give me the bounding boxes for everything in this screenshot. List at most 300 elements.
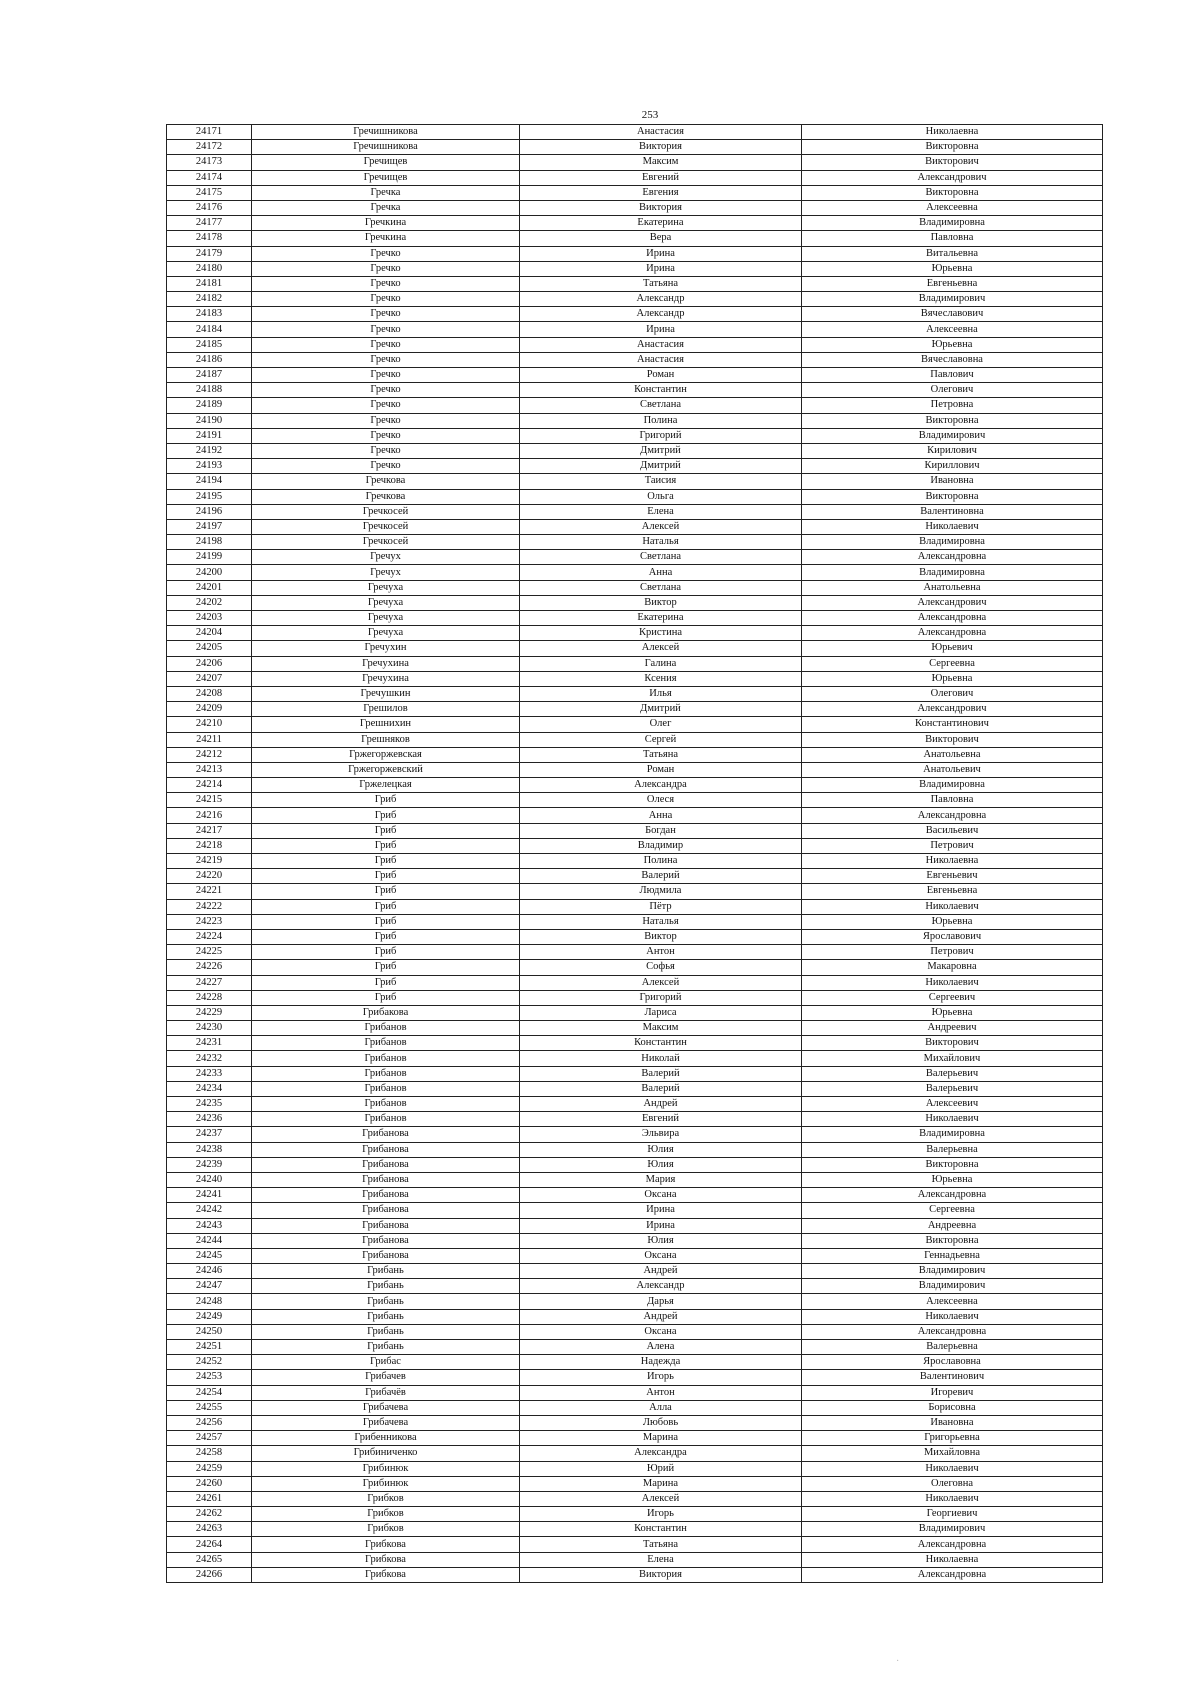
table-row	[167, 170, 1103, 185]
record-number-cell: 24262	[167, 1507, 252, 1522]
last-name-cell: Гриб	[252, 914, 520, 929]
patronymic-cell: Николаевна	[802, 1552, 1103, 1567]
last-name-cell: Грешняков	[252, 732, 520, 747]
first-name-cell: Александр	[520, 1279, 802, 1294]
patronymic-cell: Григорьевна	[802, 1431, 1103, 1446]
patronymic-cell: Сергеевна	[802, 1203, 1103, 1218]
record-number-cell: 24242	[167, 1203, 252, 1218]
first-name-cell: Юлия	[520, 1233, 802, 1248]
last-name-cell: Гречко	[252, 307, 520, 322]
patronymic-cell: Анатольевич	[802, 762, 1103, 777]
last-name-cell: Гречуха	[252, 595, 520, 610]
last-name-cell: Гречко	[252, 413, 520, 428]
first-name-cell: Андрей	[520, 1264, 802, 1279]
first-name-cell: Юрий	[520, 1461, 802, 1476]
first-name-cell: Елена	[520, 504, 802, 519]
record-number-cell: 24233	[167, 1066, 252, 1081]
record-number-cell: 24208	[167, 686, 252, 701]
table-row	[167, 216, 1103, 231]
table-row	[167, 200, 1103, 215]
record-number-cell: 24253	[167, 1370, 252, 1385]
first-name-cell: Ксения	[520, 671, 802, 686]
first-name-cell: Ирина	[520, 246, 802, 261]
patronymic-cell: Викторовна	[802, 1157, 1103, 1172]
first-name-cell: Любовь	[520, 1415, 802, 1430]
first-name-cell: Максим	[520, 1021, 802, 1036]
first-name-cell: Анна	[520, 808, 802, 823]
table-row	[167, 1036, 1103, 1051]
record-number-cell: 24199	[167, 550, 252, 565]
last-name-cell: Гречко	[252, 352, 520, 367]
table-row	[167, 1507, 1103, 1522]
first-name-cell: Алексей	[520, 519, 802, 534]
patronymic-cell: Николаевич	[802, 1112, 1103, 1127]
table-row	[167, 717, 1103, 732]
patronymic-cell: Викторовна	[802, 1233, 1103, 1248]
table-row	[167, 1476, 1103, 1491]
patronymic-cell: Александрович	[802, 170, 1103, 185]
patronymic-cell: Константинович	[802, 717, 1103, 732]
first-name-cell: Виктор	[520, 929, 802, 944]
record-number-cell: 24203	[167, 611, 252, 626]
table-row	[167, 945, 1103, 960]
first-name-cell: Светлана	[520, 580, 802, 595]
record-number-cell: 24231	[167, 1036, 252, 1051]
last-name-cell: Гречухина	[252, 671, 520, 686]
last-name-cell: Грибенникова	[252, 1431, 520, 1446]
patronymic-cell: Олегович	[802, 686, 1103, 701]
last-name-cell: Грибкова	[252, 1537, 520, 1552]
patronymic-cell: Викторович	[802, 1036, 1103, 1051]
last-name-cell: Гриб	[252, 808, 520, 823]
first-name-cell: Екатерина	[520, 611, 802, 626]
first-name-cell: Валерий	[520, 1081, 802, 1096]
table-row	[167, 368, 1103, 383]
table-row	[167, 322, 1103, 337]
first-name-cell: Алексей	[520, 975, 802, 990]
last-name-cell: Гречко	[252, 428, 520, 443]
first-name-cell: Игорь	[520, 1370, 802, 1385]
record-number-cell: 24193	[167, 459, 252, 474]
patronymic-cell: Валерьевна	[802, 1340, 1103, 1355]
first-name-cell: Григорий	[520, 428, 802, 443]
patronymic-cell: Анатольевна	[802, 747, 1103, 762]
last-name-cell: Гриб	[252, 869, 520, 884]
last-name-cell: Грибанов	[252, 1081, 520, 1096]
table-row	[167, 595, 1103, 610]
first-name-cell: Николай	[520, 1051, 802, 1066]
table-row	[167, 1309, 1103, 1324]
last-name-cell: Гречко	[252, 398, 520, 413]
table-row	[167, 307, 1103, 322]
first-name-cell: Наталья	[520, 535, 802, 550]
last-name-cell: Гречуха	[252, 626, 520, 641]
last-name-cell: Гречищев	[252, 155, 520, 170]
record-number-cell: 24229	[167, 1005, 252, 1020]
record-number-cell: 24195	[167, 489, 252, 504]
first-name-cell: Алла	[520, 1400, 802, 1415]
first-name-cell: Ирина	[520, 1218, 802, 1233]
table-row	[167, 1066, 1103, 1081]
record-number-cell: 24223	[167, 914, 252, 929]
table-row	[167, 504, 1103, 519]
last-name-cell: Гржегоржевская	[252, 747, 520, 762]
patronymic-cell: Алексеевна	[802, 322, 1103, 337]
record-number-cell: 24207	[167, 671, 252, 686]
name-list-table-container	[166, 124, 1102, 1583]
last-name-cell: Гриб	[252, 838, 520, 853]
record-number-cell: 24248	[167, 1294, 252, 1309]
table-row	[167, 1537, 1103, 1552]
first-name-cell: Юлия	[520, 1142, 802, 1157]
patronymic-cell: Игоревич	[802, 1385, 1103, 1400]
record-number-cell: 24256	[167, 1415, 252, 1430]
patronymic-cell: Ярославович	[802, 929, 1103, 944]
patronymic-cell: Юрьевна	[802, 671, 1103, 686]
first-name-cell: Пётр	[520, 899, 802, 914]
first-name-cell: Алексей	[520, 641, 802, 656]
record-number-cell: 24264	[167, 1537, 252, 1552]
first-name-cell: Игорь	[520, 1507, 802, 1522]
record-number-cell: 24183	[167, 307, 252, 322]
patronymic-cell: Юрьевна	[802, 1172, 1103, 1187]
record-number-cell: 24246	[167, 1264, 252, 1279]
last-name-cell: Гриб	[252, 854, 520, 869]
table-row	[167, 1005, 1103, 1020]
patronymic-cell: Александровна	[802, 611, 1103, 626]
table-row	[167, 1081, 1103, 1096]
record-number-cell: 24189	[167, 398, 252, 413]
first-name-cell: Анастасия	[520, 125, 802, 140]
first-name-cell: Марина	[520, 1476, 802, 1491]
first-name-cell: Александр	[520, 292, 802, 307]
table-row	[167, 793, 1103, 808]
last-name-cell: Грибинюк	[252, 1476, 520, 1491]
last-name-cell: Грибанова	[252, 1157, 520, 1172]
last-name-cell: Гречищев	[252, 170, 520, 185]
patronymic-cell: Юрьевна	[802, 914, 1103, 929]
record-number-cell: 24237	[167, 1127, 252, 1142]
table-row	[167, 671, 1103, 686]
record-number-cell: 24241	[167, 1188, 252, 1203]
table-row	[167, 337, 1103, 352]
table-row	[167, 1552, 1103, 1567]
table-row	[167, 352, 1103, 367]
first-name-cell: Алена	[520, 1340, 802, 1355]
last-name-cell: Грибанова	[252, 1248, 520, 1263]
first-name-cell: Кристина	[520, 626, 802, 641]
first-name-cell: Виктория	[520, 200, 802, 215]
first-name-cell: Сергей	[520, 732, 802, 747]
patronymic-cell: Петрович	[802, 945, 1103, 960]
last-name-cell: Гречкосей	[252, 519, 520, 534]
table-row	[167, 1142, 1103, 1157]
last-name-cell: Грибков	[252, 1491, 520, 1506]
last-name-cell: Грешилов	[252, 702, 520, 717]
table-row	[167, 261, 1103, 276]
last-name-cell: Гриб	[252, 899, 520, 914]
last-name-cell: Гржегоржевский	[252, 762, 520, 777]
first-name-cell: Наталья	[520, 914, 802, 929]
table-row	[167, 1294, 1103, 1309]
record-number-cell: 24266	[167, 1567, 252, 1582]
table-row	[167, 1233, 1103, 1248]
patronymic-cell: Владимировна	[802, 778, 1103, 793]
last-name-cell: Грибкова	[252, 1552, 520, 1567]
record-number-cell: 24191	[167, 428, 252, 443]
table-row	[167, 823, 1103, 838]
table-row	[167, 1522, 1103, 1537]
first-name-cell: Елена	[520, 1552, 802, 1567]
first-name-cell: Константин	[520, 1522, 802, 1537]
table-row	[167, 626, 1103, 641]
last-name-cell: Гржелецкая	[252, 778, 520, 793]
first-name-cell: Алексей	[520, 1491, 802, 1506]
record-number-cell: 24174	[167, 170, 252, 185]
last-name-cell: Грибанова	[252, 1188, 520, 1203]
last-name-cell: Грибачева	[252, 1415, 520, 1430]
table-row	[167, 884, 1103, 899]
first-name-cell: Полина	[520, 854, 802, 869]
record-number-cell: 24196	[167, 504, 252, 519]
first-name-cell: Евгений	[520, 170, 802, 185]
record-number-cell: 24172	[167, 140, 252, 155]
first-name-cell: Полина	[520, 413, 802, 428]
last-name-cell: Гречко	[252, 261, 520, 276]
record-number-cell: 24216	[167, 808, 252, 823]
patronymic-cell: Владимирович	[802, 292, 1103, 307]
record-number-cell: 24187	[167, 368, 252, 383]
first-name-cell: Антон	[520, 1385, 802, 1400]
first-name-cell: Надежда	[520, 1355, 802, 1370]
patronymic-cell: Александрович	[802, 595, 1103, 610]
last-name-cell: Гречуха	[252, 611, 520, 626]
last-name-cell: Грибанов	[252, 1066, 520, 1081]
last-name-cell: Гречкова	[252, 489, 520, 504]
first-name-cell: Татьяна	[520, 1537, 802, 1552]
record-number-cell: 24239	[167, 1157, 252, 1172]
last-name-cell: Гречко	[252, 459, 520, 474]
table-row	[167, 398, 1103, 413]
first-name-cell: Светлана	[520, 398, 802, 413]
patronymic-cell: Ярославовна	[802, 1355, 1103, 1370]
first-name-cell: Роман	[520, 762, 802, 777]
last-name-cell: Грибакова	[252, 1005, 520, 1020]
patronymic-cell: Юрьевич	[802, 641, 1103, 656]
first-name-cell: Константин	[520, 1036, 802, 1051]
last-name-cell: Грибань	[252, 1264, 520, 1279]
last-name-cell: Грибачева	[252, 1400, 520, 1415]
patronymic-cell: Александровна	[802, 1567, 1103, 1582]
first-name-cell: Татьяна	[520, 276, 802, 291]
table-row	[167, 778, 1103, 793]
record-number-cell: 24221	[167, 884, 252, 899]
patronymic-cell: Анатольевна	[802, 580, 1103, 595]
patronymic-cell: Олегович	[802, 383, 1103, 398]
table-body	[167, 125, 1103, 1583]
patronymic-cell: Александровна	[802, 1188, 1103, 1203]
last-name-cell: Гречко	[252, 368, 520, 383]
record-number-cell: 24181	[167, 276, 252, 291]
first-name-cell: Дмитрий	[520, 459, 802, 474]
patronymic-cell: Алексеевна	[802, 200, 1103, 215]
table-row	[167, 155, 1103, 170]
first-name-cell: Виктория	[520, 1567, 802, 1582]
record-number-cell: 24220	[167, 869, 252, 884]
record-number-cell: 24197	[167, 519, 252, 534]
table-row	[167, 990, 1103, 1005]
last-name-cell: Грибков	[252, 1507, 520, 1522]
first-name-cell: Вера	[520, 231, 802, 246]
patronymic-cell: Николаевич	[802, 1309, 1103, 1324]
table-row	[167, 1446, 1103, 1461]
first-name-cell: Андрей	[520, 1309, 802, 1324]
record-number-cell: 24209	[167, 702, 252, 717]
table-row	[167, 929, 1103, 944]
patronymic-cell: Валерьевич	[802, 1081, 1103, 1096]
table-row	[167, 550, 1103, 565]
page-number: 253	[641, 109, 659, 121]
patronymic-cell: Владимировна	[802, 1127, 1103, 1142]
table-row	[167, 975, 1103, 990]
patronymic-cell: Владимирович	[802, 1264, 1103, 1279]
table-row	[167, 519, 1103, 534]
record-number-cell: 24178	[167, 231, 252, 246]
table-row	[167, 960, 1103, 975]
record-number-cell: 24249	[167, 1309, 252, 1324]
first-name-cell: Олег	[520, 717, 802, 732]
last-name-cell: Гречухина	[252, 656, 520, 671]
patronymic-cell: Николаевич	[802, 1491, 1103, 1506]
first-name-cell: Дмитрий	[520, 702, 802, 717]
patronymic-cell: Петрович	[802, 838, 1103, 853]
patronymic-cell: Викторовна	[802, 185, 1103, 200]
last-name-cell: Гречка	[252, 185, 520, 200]
record-number-cell: 24186	[167, 352, 252, 367]
first-name-cell: Александра	[520, 1446, 802, 1461]
first-name-cell: Ирина	[520, 322, 802, 337]
last-name-cell: Грибань	[252, 1294, 520, 1309]
table-row	[167, 1461, 1103, 1476]
record-number-cell: 24230	[167, 1021, 252, 1036]
record-number-cell: 24206	[167, 656, 252, 671]
table-row	[167, 1112, 1103, 1127]
last-name-cell: Гречка	[252, 200, 520, 215]
first-name-cell: Ирина	[520, 261, 802, 276]
patronymic-cell: Владимирович	[802, 428, 1103, 443]
record-number-cell: 24255	[167, 1400, 252, 1415]
patronymic-cell: Александровна	[802, 626, 1103, 641]
record-number-cell: 24254	[167, 1385, 252, 1400]
patronymic-cell: Александрович	[802, 702, 1103, 717]
patronymic-cell: Александровна	[802, 550, 1103, 565]
last-name-cell: Грибань	[252, 1279, 520, 1294]
table-row	[167, 1355, 1103, 1370]
record-number-cell: 24213	[167, 762, 252, 777]
record-number-cell: 24175	[167, 185, 252, 200]
first-name-cell: Богдан	[520, 823, 802, 838]
first-name-cell: Людмила	[520, 884, 802, 899]
first-name-cell: Виктор	[520, 595, 802, 610]
first-name-cell: Дарья	[520, 1294, 802, 1309]
record-number-cell: 24198	[167, 535, 252, 550]
table-row	[167, 899, 1103, 914]
last-name-cell: Гречко	[252, 383, 520, 398]
table-row	[167, 747, 1103, 762]
record-number-cell: 24202	[167, 595, 252, 610]
table-row	[167, 1248, 1103, 1263]
record-number-cell: 24176	[167, 200, 252, 215]
last-name-cell: Грибков	[252, 1522, 520, 1537]
table-row	[167, 1188, 1103, 1203]
patronymic-cell: Владимировна	[802, 565, 1103, 580]
record-number-cell: 24218	[167, 838, 252, 853]
last-name-cell: Грибанова	[252, 1218, 520, 1233]
table-row	[167, 443, 1103, 458]
table-row	[167, 1264, 1103, 1279]
first-name-cell: Валерий	[520, 869, 802, 884]
patronymic-cell: Ивановна	[802, 1415, 1103, 1430]
patronymic-cell: Алексеевна	[802, 1294, 1103, 1309]
first-name-cell: Дмитрий	[520, 443, 802, 458]
first-name-cell: Роман	[520, 368, 802, 383]
first-name-cell: Марина	[520, 1431, 802, 1446]
table-row	[167, 1340, 1103, 1355]
table-row	[167, 292, 1103, 307]
scan-speck: ·	[896, 1656, 900, 1667]
table-row	[167, 231, 1103, 246]
record-number-cell: 24247	[167, 1279, 252, 1294]
patronymic-cell: Владимирович	[802, 1522, 1103, 1537]
last-name-cell: Гриб	[252, 929, 520, 944]
patronymic-cell: Николаевич	[802, 975, 1103, 990]
first-name-cell: Анастасия	[520, 352, 802, 367]
patronymic-cell: Николаевич	[802, 899, 1103, 914]
patronymic-cell: Юрьевна	[802, 261, 1103, 276]
first-name-cell: Андрей	[520, 1097, 802, 1112]
patronymic-cell: Геннадьевна	[802, 1248, 1103, 1263]
last-name-cell: Грибанова	[252, 1172, 520, 1187]
record-number-cell: 24236	[167, 1112, 252, 1127]
last-name-cell: Грибкова	[252, 1567, 520, 1582]
first-name-cell: Галина	[520, 656, 802, 671]
first-name-cell: Эльвира	[520, 1127, 802, 1142]
table-row	[167, 125, 1103, 140]
record-number-cell: 24217	[167, 823, 252, 838]
record-number-cell: 24234	[167, 1081, 252, 1096]
record-number-cell: 24245	[167, 1248, 252, 1263]
record-number-cell: 24261	[167, 1491, 252, 1506]
record-number-cell: 24265	[167, 1552, 252, 1567]
record-number-cell: 24184	[167, 322, 252, 337]
first-name-cell: Татьяна	[520, 747, 802, 762]
patronymic-cell: Сергеевич	[802, 990, 1103, 1005]
patronymic-cell: Валерьевна	[802, 1142, 1103, 1157]
patronymic-cell: Николаевич	[802, 1461, 1103, 1476]
record-number-cell: 24194	[167, 474, 252, 489]
last-name-cell: Грибачёв	[252, 1385, 520, 1400]
patronymic-cell: Александровна	[802, 1537, 1103, 1552]
first-name-cell: Валерий	[520, 1066, 802, 1081]
last-name-cell: Гречишникова	[252, 125, 520, 140]
record-number-cell: 24238	[167, 1142, 252, 1157]
last-name-cell: Грибанов	[252, 1051, 520, 1066]
table-row	[167, 702, 1103, 717]
first-name-cell: Анна	[520, 565, 802, 580]
record-number-cell: 24214	[167, 778, 252, 793]
patronymic-cell: Владимировна	[802, 216, 1103, 231]
record-number-cell: 24260	[167, 1476, 252, 1491]
